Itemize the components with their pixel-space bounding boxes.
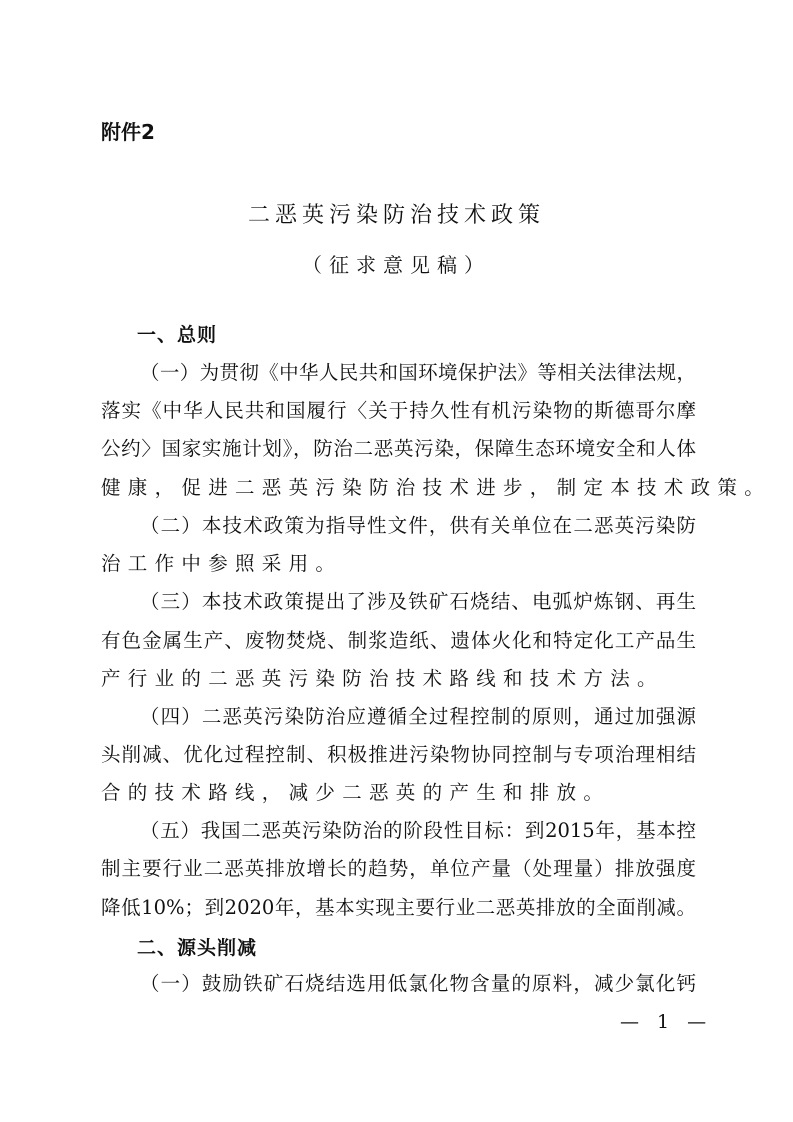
paragraph-line: 健康，促进二恶英污染防治技术进步，制定本技术政策。 xyxy=(101,476,772,499)
document-title: 二恶英污染防治技术政策 xyxy=(247,203,545,228)
paragraph-line: 治工作中参照采用。 xyxy=(101,552,343,575)
document-subtitle: （征求意见稿） xyxy=(302,253,491,277)
paragraph-line: 公约〉国家实施计划》，防治二恶英污染，保障生态环境安全和人体 xyxy=(101,437,696,460)
paragraph-line: （五）我国二恶英污染防治的阶段性目标：到2015年，基本控 xyxy=(140,819,696,842)
paragraph-line: （一）为贯彻《中华人民共和国环境保护法》等相关法律法规， xyxy=(140,361,696,384)
paragraph-line: 合的技术路线，减少二恶英的产生和排放。 xyxy=(101,781,611,804)
paragraph-line: 制主要行业二恶英排放增长的趋势，单位产量（处理量）排放强度 xyxy=(101,857,696,880)
paragraph-line: （三）本技术政策提出了涉及铁矿石烧结、电弧炉炼钢、再生 xyxy=(140,590,696,613)
page-number: — 1 — xyxy=(620,1011,713,1033)
paragraph-line: 落实《中华人民共和国履行〈关于持久性有机污染物的斯德哥尔摩 xyxy=(101,399,696,422)
paragraph-line: 降低10%；到2020年，基本实现主要行业二恶英排放的全面削减。 xyxy=(101,896,696,919)
paragraph-line: （四）二恶英污染防治应遵循全过程控制的原则，通过加强源 xyxy=(140,705,696,728)
paragraph-line: 产行业的二恶英污染防治技术路线和技术方法。 xyxy=(101,667,664,690)
paragraph-line: （二）本技术政策为指导性文件，供有关单位在二恶英污染防 xyxy=(140,514,696,537)
paragraph-line: 有色金属生产、废物焚烧、制浆造纸、遗体火化和特定化工产品生 xyxy=(101,629,696,652)
section-heading-source-reduction: 二、源头削减 xyxy=(137,937,258,959)
section-heading-general: 一、总则 xyxy=(137,324,218,346)
paragraph-line: （一）鼓励铁矿石烧结选用低氯化物含量的原料，减少氯化钙 xyxy=(140,972,696,995)
paragraph-line: 头削减、优化过程控制、积极推进污染物协同控制与专项治理相结 xyxy=(101,743,696,766)
attachment-label: 附件2 xyxy=(101,120,155,144)
